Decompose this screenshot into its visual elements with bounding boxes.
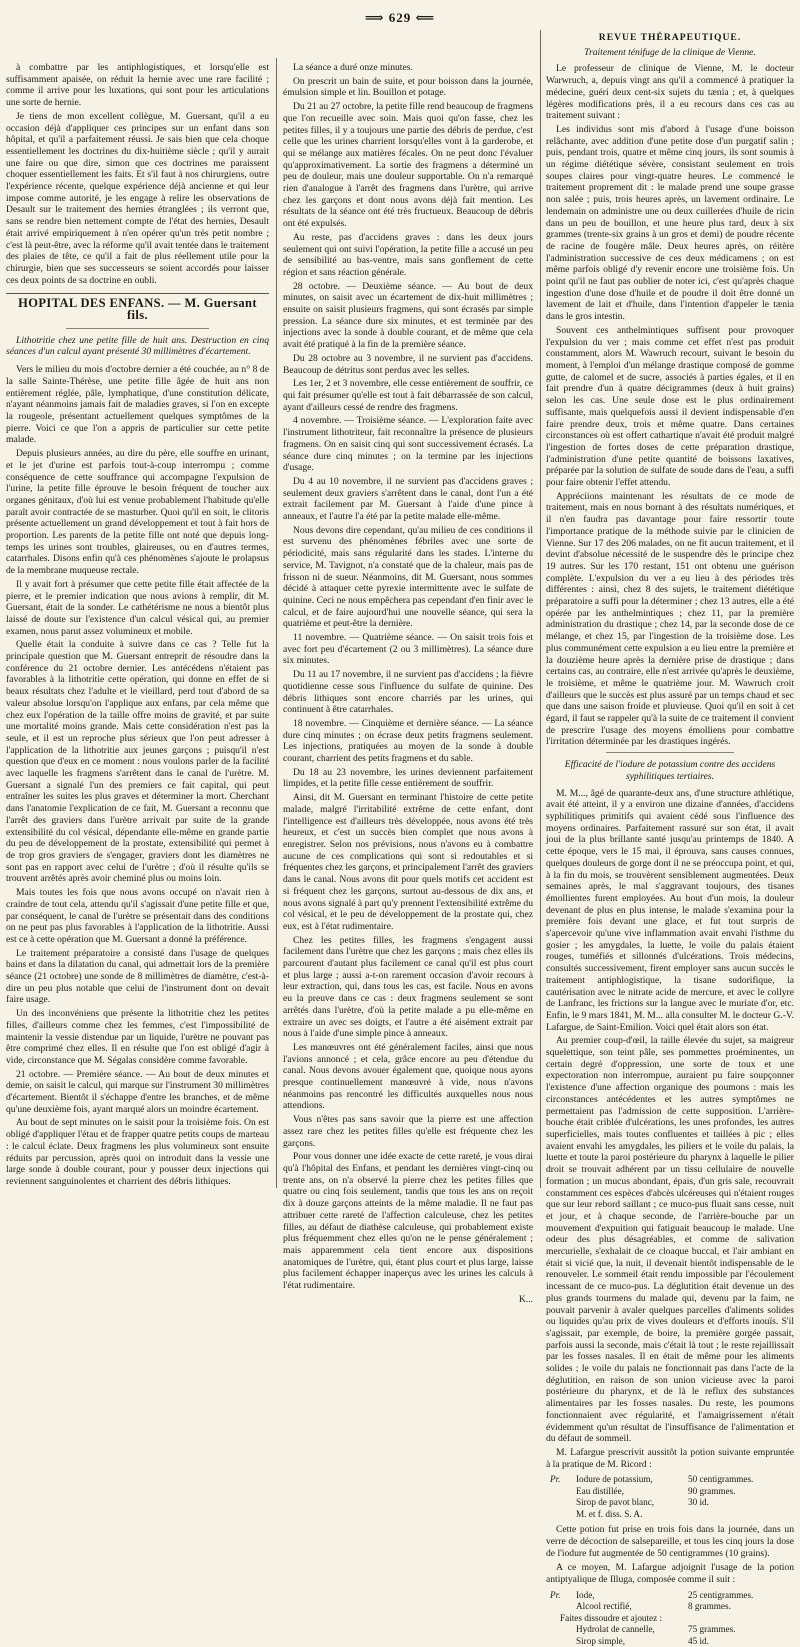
formula-quantity: 25 centigrammes.: [688, 1589, 754, 1600]
paragraph: 11 novembre. — Quatrième séance. — On saisit trois fois et avec fort peu d'écartement (2 ou 3 millimètres). La séance dure six minutes.: [283, 632, 533, 667]
paragraph: Un des inconvéniens que présente la lithotritie chez les petites filles, d'ailleurs comme chez les femmes, c'est l'impossibilité de maintenir la vessie distendue par un liquide, l'urètre ne pouvant pas être comprimé chez elles. Il en résulte que l'on est obligé d'agir à vide, circonstance que M. Ségalas considère comme favorable.: [6, 1008, 269, 1066]
paragraph: Ainsi, dit M. Guersant en terminant l'histoire de cette petite malade, malgré l'irritabilité extrême de cette enfant, dont l'intelligence est d'ailleurs très développée, nous avons été très heureux, et c'est un succès bien complet que nous avons à enregistrer. Selon nos prévisions, nous n'avons eu à combattre aucune de ces complications qui sont si redoutables et si fréquentes chez les garçons, et principalement l'arrêt des graviers dans le canal. Nous avons dit pour quels motifs cet accident est si fréquent chez les garçons, surtout au-dessous de dix ans, et nous avons signalé à part qu'y prennent l'extensibilité extrême du col vésical, et le peu de développement de la prostate qui, chez eux, est à l'état rudimentaire.: [283, 792, 533, 932]
paragraph: Pour vous donner une idée exacte de cette rareté, je vous dirai qu'à l'hôpital des Enfans, et pendant les dernières vingt-cinq ou trente ans, on n'a observé la pierre chez les petites filles que quatre ou cinq fois seulement, tandis que tous les ans on reçoit dix à douze garçons atteints de la même maladie. Il ne faut pas attribuer cette rareté de l'affection calculeuse, chez les petites filles, au défaut de diathèse calculeuse, qui probablement existe plus fréquemment chez elles qu'on ne le pense généralement ; mais apparemment cela tient encore aux dispositions anatomiques de l'urètre, qui, étant plus court et plus large, laisse plus facilement échapper inaperçus avec les urines les calculs à l'état rudimentaire.: [283, 1151, 533, 1292]
formula-instruction: Faites dissoudre et ajoutez :: [560, 1612, 663, 1623]
formula-ingredient: Sirop simple,: [576, 1635, 626, 1646]
review-title: REVUE THÉRAPEUTIQUE.: [598, 32, 742, 43]
paragraph: La séance a duré onze minutes.: [293, 62, 413, 73]
formula-ingredient: Iodure de potassium,: [576, 1474, 653, 1485]
formula-quantity: 75 grammes.: [688, 1624, 736, 1635]
paragraph: Quelle était la conduite à suivre dans ce cas ? Telle fut la principale question que M. Guersant entreprit de résoudre dans la conférence du 21 octobre dernier. Les antécédens n'étaient pas favorables à la lithotritie cette opération, qui donne en effet de si beaux résultats chez l'adulte et le vieillard, perd tout d'abord de sa valeur absolue lorsqu'on l'applique aux enfans, par cela même que chez eux l'opération de la taille offre moins de gravité, et par suite une mortalité moins grande. Mais cette considération n'est pas la seule, et il est un reproche plus sérieux que l'on peut adresser à l'application de la lithotritie aux jeunes garçons ; puisqu'il n'est question que d'eux en ce moment : nous voulons parler de la facilité avec laquelle les fragmens s'arrêtent dans le canal de l'urètre. M. Guersant a signalé l'un des premiers ce fait capital, qui peut entraîner les suites les plus graves et déterminer la mort. Cherchant dans l'anatomie l'explication de ce fait, M. Guersant a reconnu que l'arrêt des graviers dans l'urètre arrivait par suite de la grande extensibilité du col vésical, dépendante elle-même en grande partie du peu de développement de la prostate, extensibilité qui permet à de trop gros graviers de s'engager, graviers dont les diamètres ne sont pas en rapport avec celui de l'urètre ; d'où il résulte qu'ils se trouvent arrêtés après avoir cheminé plus ou moins loin.: [6, 639, 269, 885]
column-3: [546, 32, 794, 1646]
paragraph: 21 octobre. — Première séance. — Au bout de deux minutes et demie, on saisit le calcul, qui marque sur l'instrument 30 millimètres d'écartement. Bientôt il s'échappe d'entre les branches, et de même qu'une deuxième fois, ayant marqué alors un moindre écartement.: [6, 1068, 269, 1115]
paragraph: Cette potion fut prise en trois fois dans la journée, dans un verre de décoction de salsepareille, et tous les cinq jours la dose de l'iodure fut augmentée de 50 centigrammes (10 grains).: [546, 1524, 794, 1559]
paragraph: Vous n'êtes pas sans savoir que la pierre est une affection assez rare chez les petites filles qu'elle est fréquente chez les garçons.: [283, 1114, 533, 1149]
page-number-header: ⟹ 629 ⟸: [364, 10, 436, 25]
paragraph: A ce moyen, M. Lafargue adjoignit l'usage de la potion antiptyalique de Illuga, composée comme il suit :: [546, 1562, 794, 1586]
formula-ingredient: Hydrolat de cannelle,: [576, 1624, 655, 1635]
column-1: [6, 62, 269, 1192]
formula-quantity: 30 id.: [688, 1497, 709, 1508]
column-divider: [276, 58, 277, 1188]
formula-ingredient: Iode,: [576, 1589, 595, 1600]
article-title: Lithotritie chez une petite fille de huit ans. Destruction en cinq séances d'un calcul ayant présenté 30 millimètres d'écartement.: [6, 334, 269, 358]
prescription-formula: [550, 1590, 794, 1647]
paragraph: Depuis plusieurs années, au dire du père, elle souffre en urinant, et le jet d'urine est parfois tout-à-coup interrompu ; comme conséquence de cette souffrance qui accompagne l'expulsion de l'urine, la petite fille éprouve le besoin fréquent de toucher aux organes génitaux, d'où lui est venue probablement l'habitude qu'elle paraît avoir contractée de se masturber. Quoi qu'il en soit, le clitoris présente actuellement un grand développement et tout à fait hors de proportion. Les parents de la petite fille ont noté que depuis long-temps les urines sont troubles, glaireuses, ou en d'autres termes, catarrhales. Disons enfin qu'à ces phénomènes s'ajoute le prolapsus de la membrane muqueuse rectale.: [6, 448, 269, 577]
paragraph: Appréciions maintenant les résultats de ce mode de traitement, mais en nous bornant à des résultats numériques, et il n'en faudra pas davantage pour faire ressortir toute l'importance pratique de la méthode suivie par le clinicien de Vienne. Sur 17 des 206 malades, on ne fit aucun traitement, et il devint d'absolue nécessité de le suspendre dès le principe chez 19 autres. Sur les 170 restant, 151 ont obtenu une guérison complète. L'expulsion du ver a eu lieu à des périodes très différentes : ainsi, chez 8 des sujets, le traitement diététique préparatoire a suffi pour la déterminer ; chez 13 autres, elle a été opérée par les anthelmintiques ; chez 11, par la première administration du drastique ; chez 14, par la seconde dose de ce mélange, et chez 15, par l'ingestion de la troisième dose. Les plus communément cette expulsion a eu lieu entre la première et la douzième heure après la dernière prise de drastique ; dans certains cas, au contraire, elle n'est arrivée qu'après le deuxième, le troisième, et même le quatrième jour. M. Wawruch croit d'ailleurs que le succès est plus assuré par un temps chaud et sec que dans une saison froide et pluvieuse. Quoi qu'il en soit à cet égard, il faut se rappeler qu'à la suite de ce traitement il convient de prescrire l'usage des moyens émolliens pour combattre l'irritation déterminée par les drastiques ingérés.: [546, 490, 794, 748]
paragraph: Le traitement préparatoire a consisté dans l'usage de quelques bains et dans la dilatation du canal, qui admettait lors de la première séance (21 octobre) une sonde de 8 millimètres de diamètre, c'est-à-dire un peu plus notable que celui de l'instrument dont on devait faire usage.: [6, 947, 269, 1006]
paragraph: Les manœuvres ont été généralement faciles, ainsi que nous l'avions annoncé ; et cela, grâce encore au peu d'étendue du canal. Nous devons avouer également que, quoique nous ayons presque continuellement manœuvré à vide, nous n'avons néanmoins pas rencontré les difficultés auxquelles nous nous attendions.: [283, 1041, 533, 1112]
paragraph: Au premier coup-d'œil, la taille élevée du sujet, sa maigreur squelettique, son teint pâle, ses pommettes proéminentes, un certain degré d'oppression, une sorte de toux et une expectoration non interrompue, auraient pu faire soupçonner l'existence d'une affection organique des poumons : mais les circonstances antécédentes et les autres symptômes ne permettaient pas l'admission de cette supposition. L'arrière-bouche était criblée d'ulcérations, les unes profondes, les autres superficielles, mais toutes confluentes et taillées à pic ; elles avaient envahi les amygdales, les piliers et le voile du palais, la luette et toute la paroi postérieure du pharynx à laquelle le pilier droit se trouvait adhérent par un tissu cellulaire de nouvelle formation ; un mucus abondant, épais, d'un gris sale, recouvrait constamment ces espèces d'abcès ulcéreuses qui n'étaient rouges que sur leur rebord saillant ; ce muco-pus fluait sans cesse, nuit et jour, et à chaque seconde, de l'arrière-bouche par un mouvement d'expuition qui fatiguait beaucoup le malade. Une odeur des plus désagréables, et comme de salivation mercurielle, s'exhalait de ce cloaque buccal, et l'air ambiant en était si vicié que, la nuit, il devenait bientôt indispensable de le renouveler. Le sommeil était rendu impossible par l'écoulement incessant de ce muco-pus. La déglutition était devenue un des plus grands tourmens du malade qui, devenu par la faim, ne pouvait parvenir à avaler quelques parcelles d'aliments solides ou liquides qu'au prix de vives douleurs et d'efforts inouïs. S'il s'agissait, par exemple, de boire, la première gorgée passait, parfois aussi la seconde, mais c'était là tout ; le reste rejaillissait par les fosses nasales. Il en était de même pour les aliments solides ; le voile du palais ne fonctionnait pas dans l'acte de la déglutition, en raison de son union vicieuse avec la paroi postérieure du pharynx, et de là le reflux des substances alimentaires par les fosses nasales. Du reste, les poumons fonctionnaient avec régularité, et l'amaigrissement n'était évidemment qu'un résultat de l'insuffisance de l'alimentation et du défaut de sommeil.: [546, 1035, 794, 1445]
signature: K...: [518, 1293, 533, 1305]
formula-quantity: 90 grammes.: [688, 1485, 736, 1496]
column-2: [283, 62, 533, 1305]
formula-ingredient: Eau distillée,: [576, 1485, 624, 1496]
formula-quantity: 45 id.: [688, 1635, 709, 1646]
paragraph: Du 11 au 17 novembre, il ne survient pas d'accidens ; la fièvre quotidienne cesse sous l'influence du sulfate de quinine. Des débris lithiques sont encore charriés par les urines, qui continuent à être catarrhales.: [283, 669, 533, 716]
paragraph: Les 1er, 2 et 3 novembre, elle cesse entièrement de souffrir, ce qui fait présumer qu'elle est tout à fait débarrassée de son calcul, ayant d'ailleurs cessé de rendre des fragmens.: [283, 378, 533, 413]
paragraph: Du 18 au 23 novembre, les urines deviennent parfaitement limpides, et la petite fille cesse entièrement de souffrir.: [283, 766, 533, 790]
formula-ingredient: Alcool rectifié,: [576, 1601, 632, 1612]
formula-row: [550, 1486, 794, 1498]
formula-row: [550, 1474, 794, 1486]
formula-quantity: 50 centigrammes.: [688, 1474, 754, 1485]
formula-ingredient: Sirop de pavot blanc,: [576, 1497, 655, 1508]
paragraph: 28 octobre. — Deuxième séance. — Au bout de deux minutes, on saisit avec un écartement de dix-huit millimètres ; ensuite on saisit plusieurs fragmens, qui sont écrasés par simple pression. La séance dure six minutes, et est terminée par des injections avec la sonde à double courant, et de même que cela avait été pratiqué à la fin de la première séance.: [283, 280, 533, 351]
paragraph: Il y avait fort à présumer que cette petite fille était affectée de la pierre, et le premier indication que nous avions à remplir, dit M. Guersant, était de la sonder. Le cathétérisme ne nous a bientôt plus laissé de doute sur l'existence d'un calcul vésical qui, au premier examen, nous parut assez volumineux et mobile.: [6, 578, 269, 637]
paragraph: Mais toutes les fois que nous avons occupé on n'avait rien à craindre de tout cela, attendu qu'il s'agissait d'une petite fille et que, par conséquent, le canal de l'urètre se présentait dans des conditions on ne peut pas plus favorables à l'application de la lithotritie. Aussi est ce à cette opération que M. Guersant a donné la préférence.: [6, 887, 269, 945]
prescription-formula: [550, 1474, 794, 1520]
section-rule: [66, 328, 209, 329]
paragraph: Le professeur de clinique de Vienne, M. le docteur Warwruch, a, depuis vingt ans qu'il a commencé à pratiquer la médecine, guéri deux cent-six sujets du tænia ; et, à quelques légères modifications près, il a eu recours dans ces cas au traitement suivant :: [546, 63, 794, 122]
section-rule: [606, 752, 734, 753]
paragraph: Nous devons dire cependant, qu'au milieu de ces conditions il est survenu des phénomènes fébriles avec une sorte de périodicité, mais sans régularité dans les stades. L'interne du service, M. Tavignot, n'a constaté que de la chaleur, mais pas de frisson ni de sueur. Néanmoins, dit M. Guersant, nous sommes décidé à attaquer cette pyrexie intermittente avec le sulfate de quinine. Ceci ne nous empêchera pas cependant d'en finir avec le calcul, et de faire aujourd'hui une nouvelle séance, qui sera la quatrième et peut-être la dernière.: [283, 524, 533, 630]
formula-quantity: 8 grammes.: [688, 1601, 731, 1612]
article-subtitle: Traitement ténifuge de la clinique de Vienne.: [584, 46, 756, 58]
paragraph: Chez les petites filles, les fragmens s'engagent aussi facilement dans l'urètre que chez les garçons ; mais chez elles ils parcourent d'autant plus facilement ce canal qu'il est plus court et plus large ; aussi a-t-on rarement occasion d'avoir recours à leur extraction, qui, dans tous les cas, est facile. Nous en avons eu la preuve dans ce cas : deux fragmens seulement se sont arrêtés dans l'urètre, d'où la petite malade a pu elle-même en extraire un avec ses doigts, et l'autre a été aisément extrait par nous à l'aide d'une simple pince à anneaux.: [283, 934, 533, 1040]
page-number: 629: [388, 10, 412, 25]
formula-prefix: Pr.: [550, 1474, 561, 1485]
paragraph: Vers le milieu du mois d'octobre dernier a été couchée, au n° 8 de la salle Sainte-Thérèse, une petite fille âgée de huit ans non entièrement réglée, pâle, lymphatique, d'une constitution délicate, n'ayant néanmoins jamais fait de maladies graves, si l'on en excepte la rougeole, présentant actuellement quelques symptômes de la pierre. Voici ce que l'on a appris de particulier sur cette petite malade.: [6, 364, 269, 446]
paragraph: Au bout de sept minutes on le saisit pour la troisième fois. On est obligé d'appliquer l'étau et de frapper quatre petits coups de marteau : le calcul éclate. Deux fragmens les plus volumineux sont ensuite réduits par percussion, après quoi on introduit dans la vessie une large sonde à double courant, pour y pousser deux injections qui reviennent sanguinolentes et charrient des débris lithiques.: [6, 1117, 269, 1187]
paragraph: On prescrit un bain de suite, et pour boisson dans la journée, émulsion simple et lin. Bouillon et potage.: [283, 75, 533, 99]
paragraph: Du 28 octobre au 3 novembre, il ne survient pas d'accidens. Beaucoup de détritus sont perdus avec les selles.: [283, 352, 533, 376]
column-divider: [540, 30, 541, 1188]
paragraph: M. M..., âgé de quarante-deux ans, d'une structure athlétique, avait été atteint, il y a environ une dizaine d'années, d'accidens syphilitiques primitifs qui avaient cédé sous l'influence des moyens ordinaires. Parfaitement rassuré sur son état, il avait joui de la plus brillante santé jusqu'au printemps de 1840. A cette époque, vers le 15 mai, il éprouva, sans causes connues, quelques douleurs de gorge dont il ne se préoccupa point, et qui, à la fin du mois, se trouvèrent sensiblement augmentées. Deux semaines après, le mal s'aggravant toujours, des tisanes émollientes furent employées. Au bout d'un mois, la douleur devenant de plus en plus intense, le malade s'examina pour la première fois devant une glace, et fut tout surpris de s'apercevoir qu'une vive inflammation avait envahi l'isthme du gosier ; les amygdales, la luette, le voile du palais étaient rouges, tuméfiés et sillonnés d'ulcérations. Trois médecins, consultés successivement, firent employer sans aucun succès le traitement antiphlogistique, la tisane sudorifique, la cautérisation avec le nitrate acide de mercure, et avec le collyre de Lanfranc, les frictions sur la langue avec le muriate d'or, etc. Enfin, le 9 mars 1841, M. M... alla consulter M. le docteur G.-V. Lafargue, de Saint-Emilion. Voici quel était alors son état.: [546, 787, 794, 1033]
paragraph: M. Lafargue prescrivit aussitôt la potion suivante empruntée à la pratique de M. Ricord :: [546, 1446, 794, 1470]
formula-row: [550, 1601, 794, 1613]
formula-row: [550, 1636, 794, 1647]
paragraph: Je tiens de mon excellent collègue, M. Guersant, qu'il a eu occasion déjà d'appliquer ces principes sur un enfant dans son hôpital, et qu'il a parfaitement réussi. Je sais bien que cela choque essentiellement les doctrines du dix-huitième siècle ; qu'il y aurait une faire ou que dire, simon que ces doctrines me paraissent choquer essentiellement les faits. Et s'il faut à nos chirurgiens, outre l'expérience récente, quelque expérience déjà ancienne et qui leur impose comme autorité, je les engage à relire les observations de Desault sur le traitement des hernies étranglées ; ils verront que, sans se rendre bien nettement compte de l'état des hernies, Desault était arrivé empiriquement à n'en opérer qu'un très petit nombre ; c'est là peut-être, avec la réforme qu'il avait tentée dans le traitement des plaies de tête, ce qu'il a fait de plus réellement utile pour la chirurgie, bien que ses successeurs se soient accordés pour laisser ces deux points de sa doctrine en oubli.: [6, 110, 269, 286]
paragraph: à combattre par les antiphlogistiques, et lorsqu'elle est suffisamment apaisée, on réduit la hernie avec une rare facilité ; comme il arrive pour les luxations, qui sont pour les articulations une sorte de hernie.: [6, 62, 269, 109]
formula-instruction: M. et f. diss. S. A.: [576, 1508, 643, 1519]
paragraph: Du 4 au 10 novembre, il ne survient pas d'accidens graves ; seulement deux graviers s'arrêtent dans le canal, dont l'un a été extrait facilement par M. Guersant à l'aide d'une pince à anneaux, et l'autre l'a été par la petite malade elle-même.: [283, 475, 533, 523]
formula-row: [550, 1497, 794, 1509]
paragraph: 4 novembre. — Troisième séance. — L'exploration faite avec l'instrument lithotriteur, fait reconnaître la présence de plusieurs fragmens. On en saisit cinq qui sont successivement écrasés. La séance dure cinq minutes ; on la termine par les injections d'usage.: [283, 415, 533, 474]
paragraph: 18 novembre. — Cinquième et dernière séance. — La séance dure cinq minutes ; on écrase deux petits fragmens seulement. Les injections, pratiquées au moyen de la sonde à double courant, charrient des petits fragmens et du sable.: [283, 717, 533, 765]
paragraph: Du 21 au 27 octobre, la petite fille rend beaucoup de fragmens que l'on recueille avec soin. Mais quoi qu'on fasse, chez les petites filles, il y a toujours une partie des débris de perdue, c'est celle que les urines charrient lorsqu'elles vont à la garderobe, et qui se mélange aux matières fécales. On ne peut donc l'évaluer qu'approximativement. La sortie des fragmens a déterminé un peu de douleur, mais une douleur supportable. On n'a remarqué rien d'analogue à l'arrêt des fragmens dans l'urètre, qui arrive chez les garçons et dont nous avons déjà fait mention. Les résultats de la séance ont été très fructueux. Beaucoup de débris ont été expulsés.: [283, 101, 533, 230]
section-title: HOPITAL DES ENFANS. — M. Guersant fils.: [18, 296, 257, 323]
article-subtitle: Efficacité de l'iodure de potassium contre des accidens syphilitiques tertiaires.: [564, 759, 776, 782]
formula-row: [550, 1624, 794, 1636]
paragraph: Souvent ces anthelmintiques suffisent pour provoquer l'expulsion du ver ; mais comme cet effet n'est pas produit constamment, alors M. Wawruch recourt, suivant le besoin du moment, à l'emploi d'un mélange drastique composé de gomme gutte, de calomel et de sucre, associés à parties égales, et il en fait prendre d'un à quatre décigrammes (deux à huit grains) selon les cas. Une seule dose est le plus ordinairement suffisante, mais quelquefois aussi il devient indispensable d'en faire prendre deux, trois et même quatre. Dans certaines circonstances où est offert cathartique n'avait été produit malgré l'ingestion de fortes doses de cette préparation drastique, l'administration d'une petite quantité de boissons laxatives, préparée par la solution de sulfate de soude dans de l'eau, a suffi pour faire obtenir l'effet attendu.: [546, 324, 794, 489]
paragraph: Les individus sont mis d'abord à l'usage d'une boisson relâchante, avec addition d'une petite dose d'un purgatif salin ; puis, pendant trois, quatre et même cinq jours, ils sont soumis à un régime diététique sévère, consistant seulement en trois soupes claires pour vingt-quatre heures. Le commencé le traitement proprement dit : le malade prend une soupe grasse non salée ; puis, trois heures après, un lavement ordinaire. Le lendemain on administre une ou deux cuillerées d'huile de ricin dans un peu de bouillon, et une heure plus tard, deux à six grammes (trente-six grains à un gros et demi) de poudre récente de racine de fougère mâle. Deux heures après, on réitère l'administration successive de ces deux médicamens ; on est même parfois obligé d'y revenir encore une troisième fois. Un point qu'il ne faut pas oublier de noter ici, c'est qu'après chaque ingestion d'une dose d'huile et de poudre il doit être donné un lavement de lait et d'huile, dans l'intention d'appeler le tænia dans le gros intestin.: [546, 123, 794, 323]
formula-prefix: Pr.: [550, 1589, 561, 1600]
paragraph: Au reste, pas d'accidens graves : dans les deux jours seulement qui ont suivi l'opération, la petite fille a accusé un peu de sensibilité au bas-ventre, mais sans gonflement de cette région et sans réaction générale.: [283, 231, 533, 278]
formula-row: [550, 1590, 794, 1602]
section-rule: [6, 293, 269, 294]
